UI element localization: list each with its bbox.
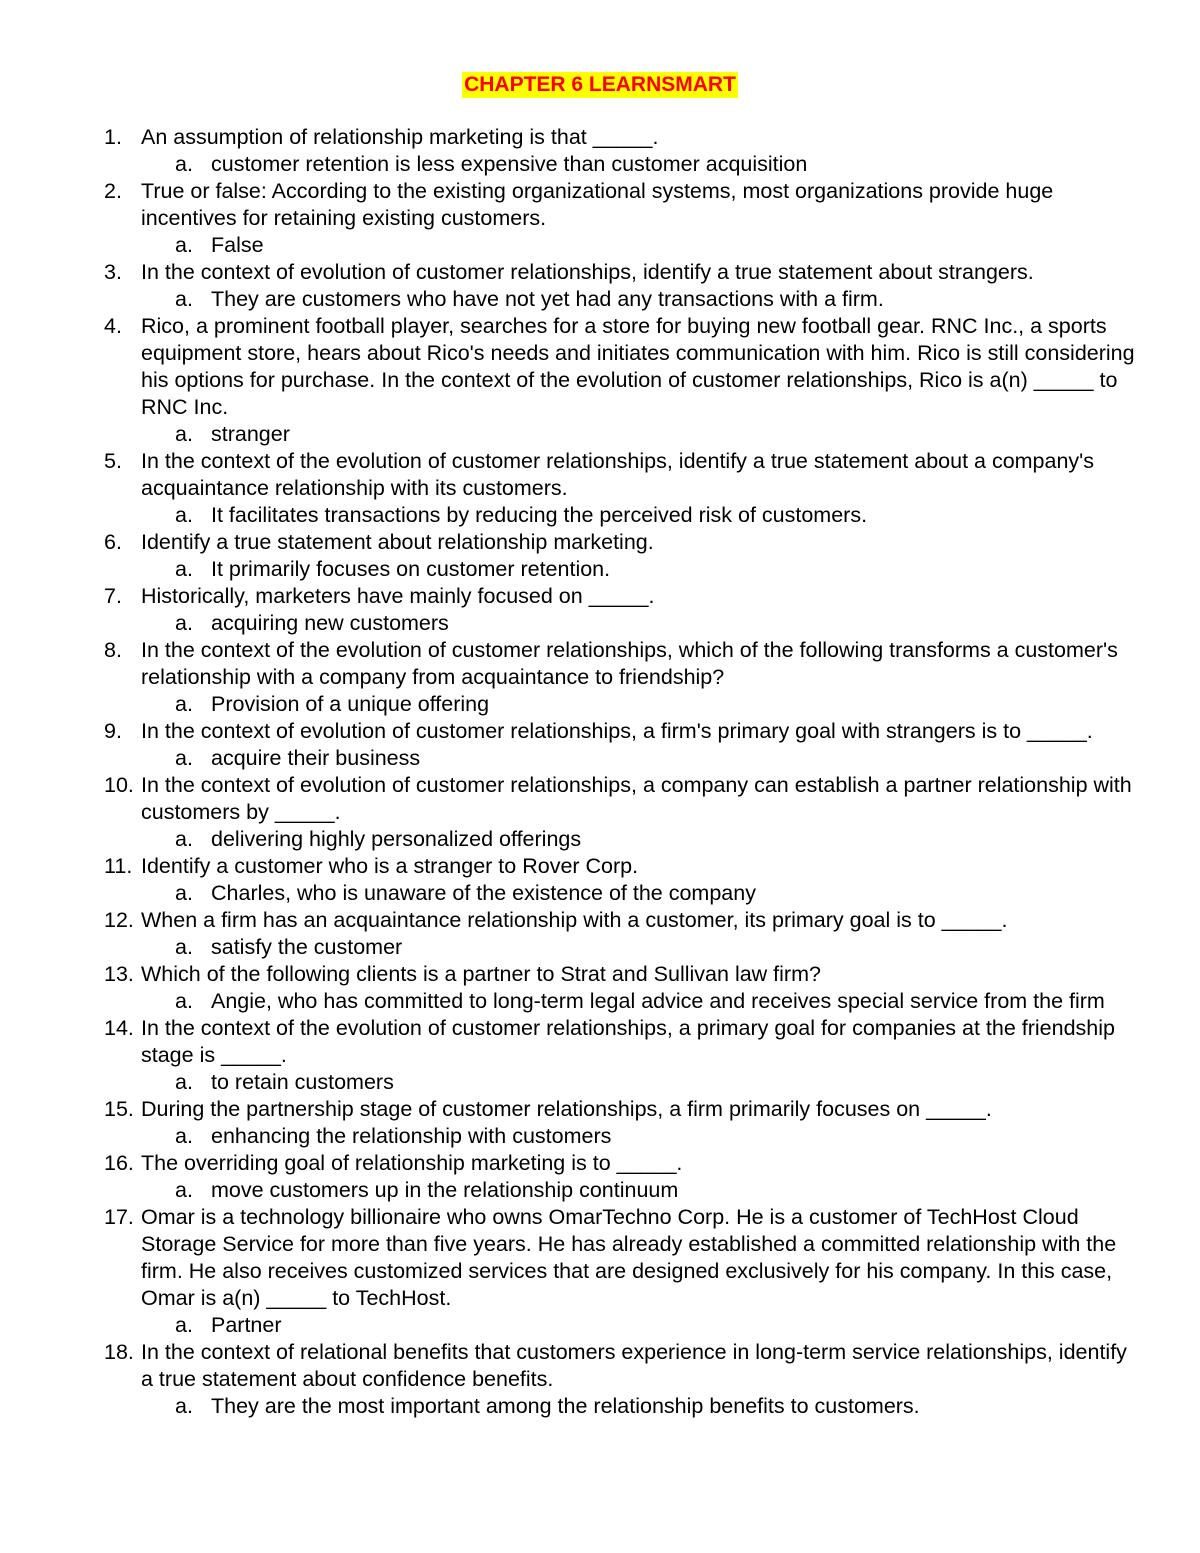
question-item (104, 772, 1144, 826)
question-number: 1. (104, 125, 122, 149)
question-item (104, 259, 1144, 286)
question-number: 4. (104, 314, 122, 338)
question-text: During the partnership stage of customer relationships, a firm primarily focuses on _____. (141, 1097, 992, 1121)
question-item (104, 1015, 1144, 1069)
question-number: 13. (104, 962, 134, 986)
answer-item (104, 1177, 1144, 1204)
answer-letter: a. (175, 1070, 193, 1094)
question-number: 6. (104, 530, 122, 554)
answer-item (104, 1312, 1144, 1339)
question-item (104, 448, 1144, 502)
question-number: 10. (104, 773, 134, 797)
answer-text: to retain customers (211, 1070, 394, 1094)
answer-text: They are customers who have not yet had any transactions with a firm. (211, 287, 884, 311)
answer-item (104, 745, 1144, 772)
answer-letter: a. (175, 611, 193, 635)
question-item (104, 178, 1144, 232)
answer-item (104, 1123, 1144, 1150)
answer-item (104, 1393, 1144, 1420)
question-item (104, 1339, 1144, 1393)
question-number: 2. (104, 179, 122, 203)
answer-text: customer retention is less expensive than customer acquisition (211, 152, 808, 176)
question-number: 12. (104, 908, 134, 932)
question-text: True or false: According to the existing organizational systems, most organizations provide huge incentives for retaining existing customers. (141, 179, 1054, 230)
question-item (104, 853, 1144, 880)
question-item (104, 637, 1144, 691)
question-text: In the context of relational benefits that customers experience in long-term service relationships, identify a true statement about confidence benefits. (141, 1340, 1127, 1391)
question-text: The overriding goal of relationship marketing is to _____. (141, 1151, 683, 1175)
question-number: 9. (104, 719, 122, 743)
answer-item (104, 151, 1144, 178)
answer-letter: a. (175, 989, 193, 1013)
question-item (104, 583, 1144, 610)
question-text: In the context of the evolution of customer relationships, identify a true statement about a company's acquaintance relationship with its customers. (141, 449, 1095, 500)
answer-item (104, 232, 1144, 259)
answer-letter: a. (175, 557, 193, 581)
question-text: In the context of the evolution of customer relationships, a primary goal for companies at the friendship stage is _____. (141, 1016, 1115, 1067)
question-item (104, 124, 1144, 151)
answer-item (104, 988, 1144, 1015)
answer-letter: a. (175, 827, 193, 851)
question-text: Rico, a prominent football player, searches for a store for buying new football gear. RNC Inc., a sports equipment store, hears about Rico's needs and initiates communication with him. Rico is still considering his options for purchase. In the context of the evolution of customer relationships, Rico is a(n) _____ to RNC Inc. (141, 314, 1135, 419)
answer-letter: a. (175, 1313, 193, 1337)
question-item (104, 718, 1144, 745)
answer-letter: a. (175, 1124, 193, 1148)
answer-letter: a. (175, 152, 193, 176)
question-number: 17. (104, 1205, 134, 1229)
answer-text: enhancing the relationship with customers (211, 1124, 612, 1148)
answer-text: acquire their business (211, 746, 421, 770)
question-text: Omar is a technology billionaire who owns OmarTechno Corp. He is a customer of TechHost Cloud Storage Service for more than five years. He has already established a committed relationship with the firm. He also receives customized services that are designed exclusively for his company. In this case, Omar is a(n) _____ to TechHost. (141, 1205, 1117, 1310)
answer-text: acquiring new customers (211, 611, 449, 635)
answer-text: delivering highly personalized offerings (211, 827, 582, 851)
question-item (104, 1150, 1144, 1177)
answer-item (104, 286, 1144, 313)
question-list (104, 124, 1144, 1420)
page-title: CHAPTER 6 LEARNSMART (464, 73, 736, 96)
answer-letter: a. (175, 233, 193, 257)
answer-text: stranger (211, 422, 290, 446)
answer-text: Partner (211, 1313, 282, 1337)
question-text: Identify a true statement about relationship marketing. (141, 530, 654, 554)
question-number: 18. (104, 1340, 134, 1364)
answer-letter: a. (175, 1394, 193, 1418)
answer-letter: a. (175, 746, 193, 770)
answer-text: Charles, who is unaware of the existence of the company (211, 881, 756, 905)
question-text: An assumption of relationship marketing is that _____. (141, 125, 659, 149)
answer-letter: a. (175, 1178, 193, 1202)
question-number: 8. (104, 638, 122, 662)
question-number: 7. (104, 584, 122, 608)
question-text: In the context of the evolution of customer relationships, which of the following transforms a customer's relationship with a company from acquaintance to friendship? (141, 638, 1118, 689)
question-text: In the context of evolution of customer relationships, a firm's primary goal with strangers is to _____. (141, 719, 1093, 743)
answer-item (104, 1069, 1144, 1096)
answer-text: move customers up in the relationship continuum (211, 1178, 679, 1202)
answer-letter: a. (175, 692, 193, 716)
answer-item (104, 421, 1144, 448)
answer-letter: a. (175, 881, 193, 905)
answer-item (104, 502, 1144, 529)
answer-item (104, 556, 1144, 583)
answer-text: It facilitates transactions by reducing the perceived risk of customers. (211, 503, 868, 527)
question-text: Historically, marketers have mainly focused on _____. (141, 584, 655, 608)
question-item (104, 529, 1144, 556)
question-number: 16. (104, 1151, 134, 1175)
answer-letter: a. (175, 287, 193, 311)
answer-text: satisfy the customer (211, 935, 403, 959)
answer-text: They are the most important among the relationship benefits to customers. (211, 1394, 920, 1418)
question-item (104, 907, 1144, 934)
question-item (104, 1204, 1144, 1312)
question-text: Identify a customer who is a stranger to Rover Corp. (141, 854, 639, 878)
question-item (104, 313, 1144, 421)
answer-text: False (211, 233, 264, 257)
question-text: Which of the following clients is a partner to Strat and Sullivan law firm? (141, 962, 821, 986)
question-number: 3. (104, 260, 122, 284)
question-item (104, 1096, 1144, 1123)
question-number: 11. (104, 854, 133, 878)
question-text: When a firm has an acquaintance relationship with a customer, its primary goal is to _____. (141, 908, 1008, 932)
answer-text: Provision of a unique offering (211, 692, 490, 716)
answer-item (104, 691, 1144, 718)
answer-letter: a. (175, 422, 193, 446)
answer-item (104, 610, 1144, 637)
answer-letter: a. (175, 503, 193, 527)
answer-text: Angie, who has committed to long-term legal advice and receives special service from the firm (211, 989, 1105, 1013)
question-number: 5. (104, 449, 122, 473)
question-item (104, 961, 1144, 988)
answer-item (104, 826, 1144, 853)
question-number: 14. (104, 1016, 134, 1040)
answer-item (104, 880, 1144, 907)
title-wrap (0, 72, 1200, 98)
answer-item (104, 934, 1144, 961)
answer-letter: a. (175, 935, 193, 959)
answer-text: It primarily focuses on customer retention. (211, 557, 611, 581)
question-text: In the context of evolution of customer relationships, identify a true statement about strangers. (141, 260, 1034, 284)
question-number: 15. (104, 1097, 134, 1121)
question-text: In the context of evolution of customer relationships, a company can establish a partner relationship with customers by _____. (141, 773, 1132, 824)
